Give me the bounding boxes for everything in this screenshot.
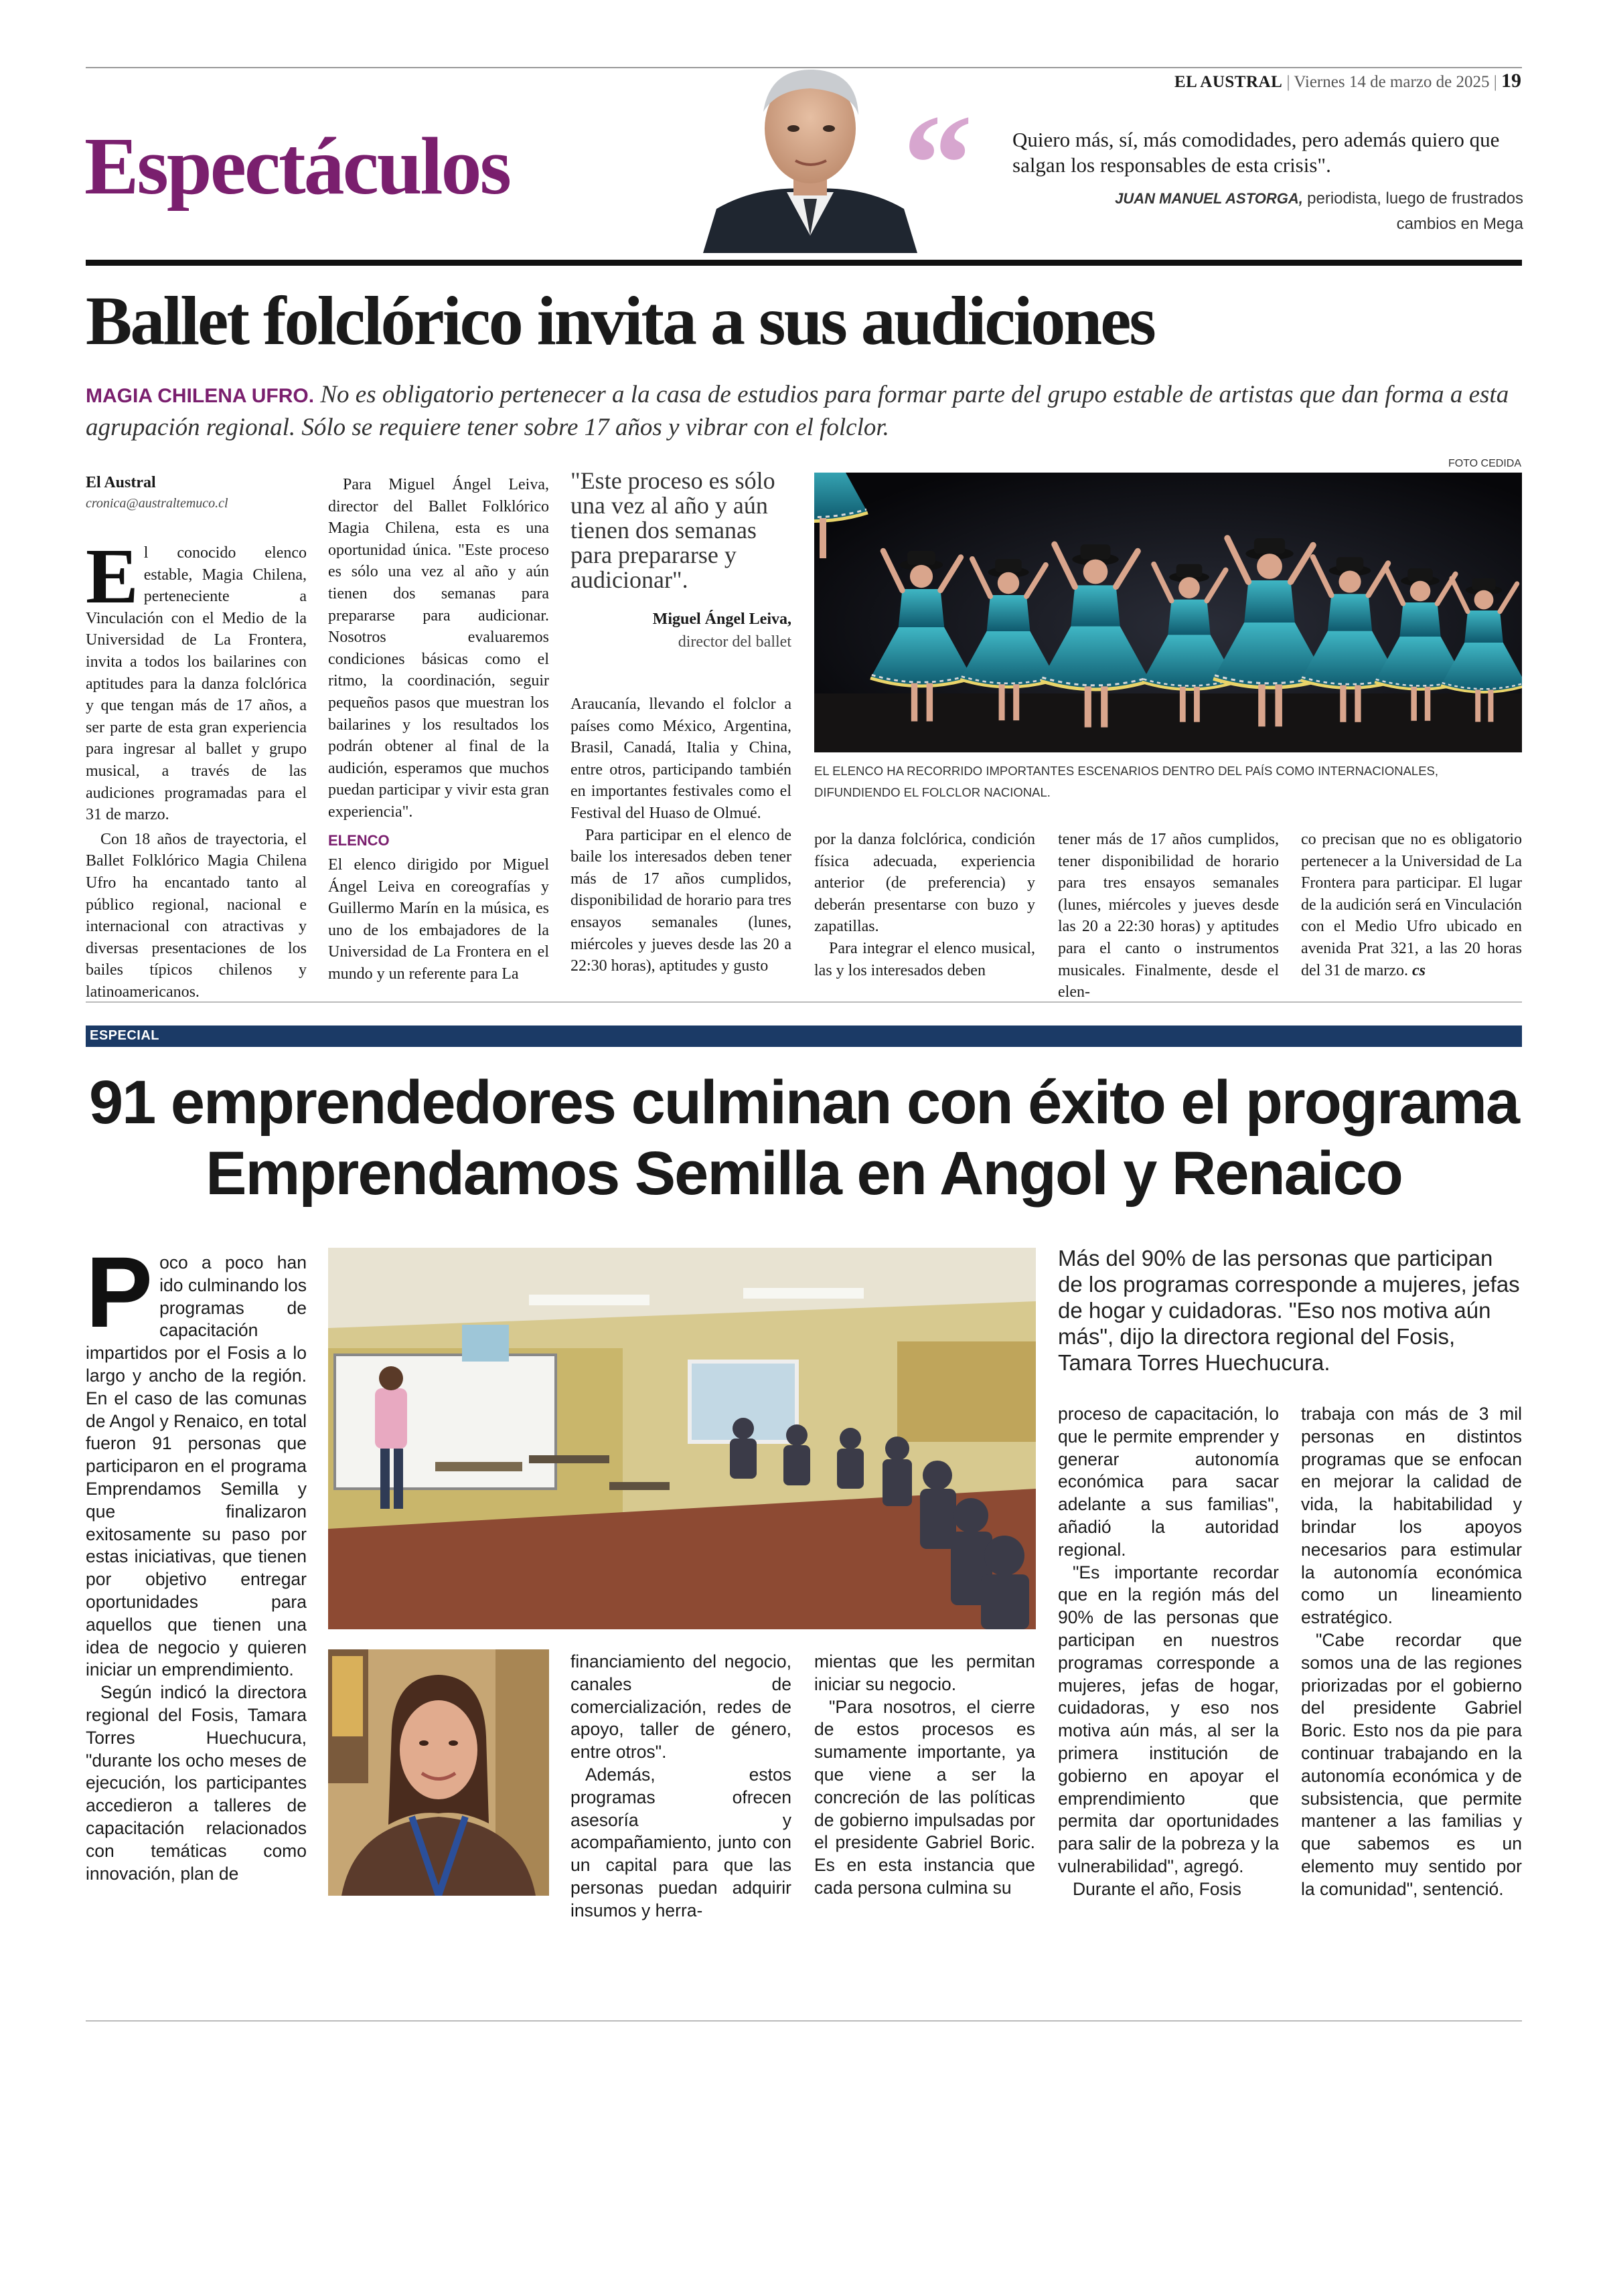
- header-thick-rule: [86, 260, 1522, 266]
- classroom-photo: [328, 1248, 1036, 1629]
- photo-caption: EL ELENCO HA RECORRIDO IMPORTANTES ESCENARIOS DENTRO DEL PAÍS COMO INTERNACIONALES, DIFUNDIENDO EL FOLCLOR NACIONAL.: [814, 764, 1439, 799]
- page-number: 19: [1501, 70, 1521, 92]
- section-divider: [86, 1001, 1522, 1003]
- photo-credit: FOTO CEDIDA: [1448, 458, 1521, 469]
- article1-column-1: [86, 532, 307, 1003]
- paragraph: Según indicó la directora regional del Fosis, Tamara Torres Huechucura, "durante los ocho meses de ejecución, los participantes accedieron a talleres de capacitación relacionados con temáticas como innovación, plan de: [86, 1682, 307, 1884]
- quote-attribution: [1071, 186, 1523, 237]
- article1-deck-text: No es obligatorio pertenecer a la casa de estudios para formar parte del grupo estable de artistas que dan forma a esta agrupación regional. Sólo se requiere tener sobre 17 años y vibrar con el folclor.: [86, 381, 1509, 441]
- pull-quote-role: director del ballet: [678, 633, 791, 651]
- bottom-rule: [86, 2020, 1522, 2022]
- article2-column-1: [86, 1236, 307, 1885]
- quote-author: JUAN MANUEL ASTORGA,: [1115, 190, 1303, 207]
- paragraph: mientas que les permitan iniciar su negocio.: [814, 1651, 1035, 1694]
- paragraph: Para Miguel Ángel Leiva, director del Ballet Folklórico Magia Chilena, esta es una oportunidad única. "Este proceso es sólo una vez al año y aún tienen dos semanas para prepararse para audicionar. Nosotros evaluaremos condiciones básicas como el ritmo, la coordinación, seguir pequeños pasos que muestran los bailarines y los resultados los podrán obtener al final de la audición, esperamos que muchos puedan participar y vivir esta gran experiencia".: [328, 476, 549, 821]
- article1-column-6: [1301, 829, 1522, 981]
- paragraph: "Es importante recordar que en la región más del 90% de las personas que participan en nuestros programas corresponde a mujeres, jefas de hogar, cuidadoras, y eso nos motiva aún más, al ser la primera institución de gobierno en apoyar el emprendimiento que permita dar oportunidades para salir de la pobreza y la vulnerabilidad", agregó.: [1058, 1562, 1279, 1876]
- quote-mark-icon: “: [903, 86, 973, 242]
- paragraph: financiamiento del negocio, canales de comercialización, redes de apoyo, taller de género, entre otros".: [570, 1651, 791, 1762]
- paragraph: Durante el año, Fosis: [1073, 1878, 1241, 1899]
- article1-deck: [86, 379, 1522, 443]
- article1-column-3: [570, 693, 791, 977]
- header-quote: Quiero más, sí, más comodidades, pero además quiero que salgan los responsables de esta crisis".: [1012, 128, 1500, 177]
- folio: EL AUSTRAL | Viernes 14 de marzo de 2025 | 19: [1174, 70, 1521, 92]
- torres-portrait: [328, 1649, 549, 1896]
- byline-email: cronica@australtemuco.cl: [86, 496, 228, 511]
- end-mark-icon: cs: [1411, 961, 1426, 979]
- paragraph: Con 18 años de trayectoria, el Ballet Folklórico Magia Chilena Ufro ha encantado tanto al público regional, nacional e internacional con atractivas y diversas presentaciones de los bailes típicos chilenos y latinoamericanos.: [86, 830, 307, 1001]
- paragraph: tener más de 17 años cumplidos, tener disponibilidad de horario para tres ensayos semanales (lunes, miércoles y jueves desde las 20 a 22:30 horas) y aptitudes para el canto o instrumentos musicales. Finalmente, desde el elen-: [1058, 831, 1279, 1001]
- subhead-elenco: ELENCO: [328, 831, 390, 849]
- issue-date: Viernes 14 de marzo de 2025: [1294, 73, 1490, 91]
- article1-kicker: MAGIA CHILENA UFRO.: [86, 385, 315, 407]
- article2-title: [86, 1067, 1522, 1209]
- especial-bar: [86, 1026, 1522, 1047]
- pull-quote-attribution: [570, 608, 791, 653]
- article1-column-5: [1058, 829, 1279, 1003]
- paper-name: EL AUSTRAL: [1174, 73, 1283, 91]
- paragraph-text: co precisan que no es obligatorio pertenecer a la Universidad de La Frontera para participar. El lugar de la audición será en Vinculación con el Medio Ufro ubicado en avenida Prat 321, a las 20 horas del 31 de marzo.: [1301, 831, 1522, 979]
- article2-column-2: [570, 1651, 791, 1922]
- paragraph: trabaja con más de 3 mil personas en distintos programas que se enfocan en mejorar la calidad de vida, la habitabilidad y brindar los apoyos necesarios para estimular la autonomía económica como un lineamiento estratégico.: [1301, 1404, 1522, 1628]
- article2-column-5: [1301, 1403, 1522, 1901]
- title-line-2: Emprendamos Semilla en Angol y Renaico: [206, 1139, 1402, 1208]
- section-title: Espectáculos: [84, 121, 510, 212]
- paragraph: Además, estos programas ofrecen asesoría y acompañamiento, junto con un capital para que las personas puedan adquirir insumos y herra-: [570, 1764, 791, 1920]
- paragraph: por la danza folclórica, condición física adecuada, experiencia anterior (de preferencia) y deberán presentarse con buzo y zapatillas.: [814, 831, 1035, 936]
- paragraph: l conocido elenco estable, Magia Chilena, perteneciente a Vinculación con el Medio de la Universidad de La Frontera, invita a todos los bailarines con aptitudes para la danza folclórica y que tengan más de 17 años, a ser parte de esta gran experiencia para ingresar al ballet y grupo musical, a través de las audiciones programadas para el 31 de marzo.: [86, 544, 307, 824]
- dropcap-e: E: [86, 532, 139, 620]
- paragraph: El elenco dirigido por Miguel Ángel Leiva en coreografías y Guillermo Marín en la música, es uno de los embajadores de la Universidad de La Frontera en el mundo y un referente para La: [328, 856, 549, 983]
- paragraph: oco a poco han ido culminando los programas de capacitación impartidos por el Fosis a lo largo y ancho de la región. En el caso de las comunas de Angol y Renaico, en total fueron 91 personas que participaron en el programa Emprendamos Semilla y que finalizaron exitosamente su paso por estas iniciativas, que tienen por objetivo entregar oportunidades para aquellos que tienen una idea de negocio y quieren iniciar un emprendimiento.: [86, 1252, 307, 1680]
- paragraph: Para integrar el elenco musical, las y los interesados deben: [814, 939, 1035, 979]
- paragraph: "Cabe recordar que somos una de las regiones priorizadas por el gobierno del presidente Gabriel Boric. Esto nos da pie para continuar trabajando en la autonomía económica y de subsistencia, que permite mantener a las familias y que sabemos es un elemento muy sentido por la comunidad", sentenció.: [1301, 1629, 1522, 1899]
- article1-column-4: [814, 829, 1035, 981]
- especial-tag: ESPECIAL: [90, 1028, 160, 1043]
- article2-deck: Más del 90% de las personas que participan de los programas corresponde a mujeres, jefas de hogar y cuidadoras. "Eso nos motiva aún más", dijo la directora regional del Fosis, Tamara Torres Huechucura.: [1058, 1246, 1520, 1375]
- article2-column-4: [1058, 1403, 1279, 1901]
- article2-column-3: [814, 1651, 1035, 1900]
- paragraph: "Para nosotros, el cierre de estos procesos es sumamente importante, ya que viene a ser la concreción de las políticas de gobierno impulsadas por el presidente Gabriel Boric. Es en esta instancia que cada persona culmina su: [814, 1696, 1035, 1898]
- byline-name: El Austral: [86, 474, 156, 491]
- byline: [86, 474, 287, 511]
- pull-quote-author: Miguel Ángel Leiva,: [652, 610, 791, 628]
- quote-role: periodista, luego de frustrados cambios en Mega: [1307, 189, 1523, 233]
- paragraph: Araucanía, llevando el folclor a países como México, Argentina, Brasil, Canadá, Italia y China, entre otros, participando también en importantes festivales como el Festival del Huaso de Olmué.: [570, 695, 791, 822]
- paragraph: [1301, 829, 1522, 981]
- title-line-1: 91 emprendedores culminan con éxito el programa: [88, 1068, 1519, 1137]
- pull-quote: "Este proceso es sólo una vez al año y aún tienen dos semanas para prepararse y audicionar".: [570, 467, 775, 593]
- article1-title: Ballet folclórico invita a sus audiciones: [86, 282, 1154, 359]
- dropcap-p: P: [86, 1236, 153, 1348]
- paragraph: Para participar en el elenco de baile los interesados deben tener más de 17 años cumplidos, disponibilidad de horario para tres ensayos semanales (lunes, miércoles y jueves desde las 20 a 22:30 horas), aptitudes y gusto: [570, 826, 791, 975]
- ballet-photo: [814, 473, 1522, 752]
- article1-column-2: [328, 474, 549, 985]
- astorga-portrait: [703, 55, 917, 253]
- paragraph: proceso de capacitación, lo que le permite emprender y generar autonomía económica para sacar adelante a sus familias", añadió la autoridad regional.: [1058, 1404, 1279, 1560]
